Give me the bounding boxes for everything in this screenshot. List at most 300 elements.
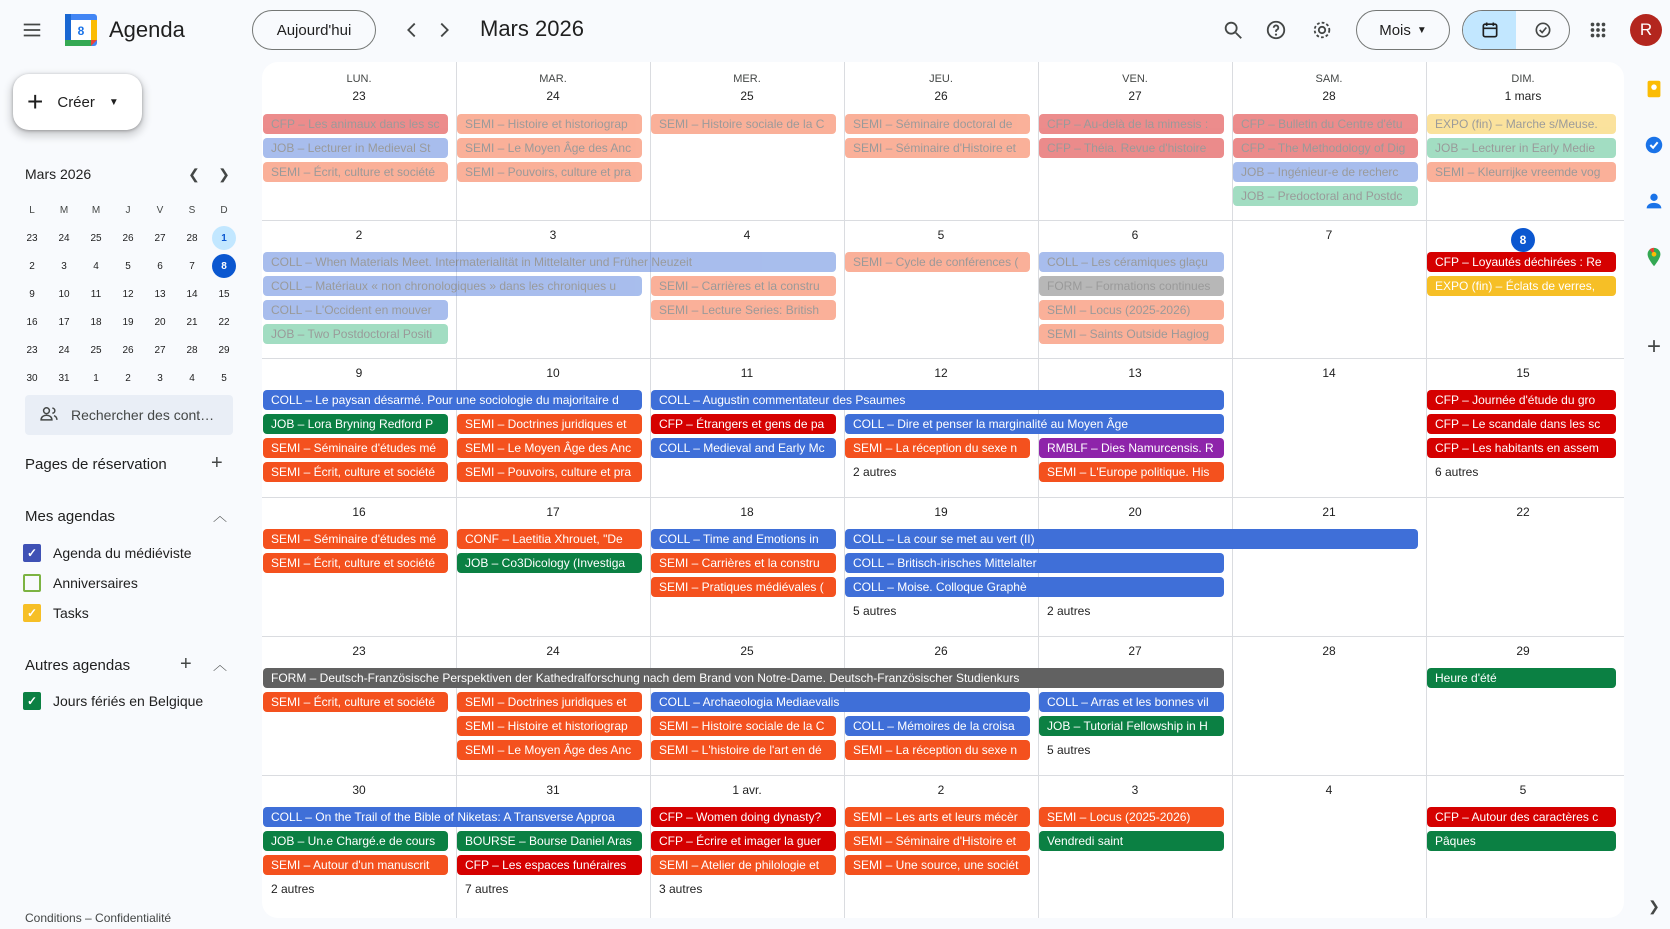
- event-chip[interactable]: SEMI – Lecture Series: British: [651, 300, 836, 320]
- weekday-header: VEN.: [1122, 73, 1148, 85]
- mini-weekday: J: [125, 204, 131, 216]
- mini-day-number: 18: [90, 316, 102, 328]
- mini-day-number: 5: [125, 260, 131, 272]
- mini-day[interactable]: [208, 336, 240, 364]
- help-icon[interactable]: [1256, 10, 1296, 50]
- mini-day-number: 5: [221, 372, 227, 384]
- weekday-header: MAR.: [539, 73, 567, 85]
- mini-weekday: D: [220, 204, 228, 216]
- event-chip[interactable]: CFP – Les espaces funéraires: [457, 855, 642, 875]
- checkbox-icon[interactable]: ✓: [23, 544, 41, 562]
- day-number[interactable]: [650, 505, 844, 519]
- mini-day[interactable]: [16, 224, 48, 252]
- event-chip[interactable]: JOB – Tutorial Fellowship in H: [1039, 716, 1224, 736]
- mini-day[interactable]: [144, 252, 176, 280]
- day-number-text: 29: [1516, 644, 1530, 658]
- mini-day[interactable]: [80, 224, 112, 252]
- mini-day-number: 28: [186, 232, 198, 244]
- event-chip[interactable]: FORM – Formations continues: [1039, 276, 1224, 296]
- mini-day-number: 26: [122, 344, 134, 356]
- event-chip[interactable]: CFP – Les animaux dans les sc: [263, 114, 448, 134]
- event-chip[interactable]: CFP – Écrire et imager la guer: [651, 831, 836, 851]
- mini-calendar-grid: [16, 196, 240, 392]
- event-chip[interactable]: SEMI – Séminaire d'Histoire et: [845, 138, 1030, 158]
- event-chip[interactable]: SEMI – Autour d'un manuscrit: [263, 855, 448, 875]
- app-logo: [65, 14, 97, 46]
- avatar[interactable]: R: [1630, 14, 1662, 46]
- view-select-label: Mois: [1379, 21, 1411, 39]
- event-chip[interactable]: SEMI – Doctrines juridiques et: [457, 414, 642, 434]
- day-number[interactable]: [1038, 644, 1232, 658]
- day-number-text: 11: [740, 366, 754, 380]
- event-chip[interactable]: COLL – Archaeologia Mediaevalis: [651, 692, 1030, 712]
- event-chip[interactable]: CFP – Théia. Revue d'histoire: [1039, 138, 1224, 158]
- add-addon-icon[interactable]: +: [1646, 333, 1661, 360]
- event-chip[interactable]: SEMI – La réception du sexe n: [845, 740, 1030, 760]
- event-chip[interactable]: JOB – Un.e Chargé.e de cours: [263, 831, 448, 851]
- event-chip[interactable]: COLL – Le paysan désarmé. Pour une sociologie du majoritaire d: [263, 390, 642, 410]
- apps-grid-icon[interactable]: [1578, 10, 1618, 50]
- checkbox-icon[interactable]: ✓: [23, 692, 41, 710]
- event-chip[interactable]: Heure d'été: [1427, 668, 1616, 688]
- day-number[interactable]: [262, 505, 456, 519]
- day-number[interactable]: [650, 366, 844, 380]
- event-chip[interactable]: COLL – Dire et penser la marginalité au Moyen Âge: [845, 414, 1224, 434]
- more-events-link[interactable]: 2 autres: [271, 882, 315, 896]
- event-chip[interactable]: COLL – Medieval and Early Mc: [651, 438, 836, 458]
- event-chip[interactable]: JOB – Lora Bryning Redford P: [263, 414, 448, 434]
- mini-day[interactable]: [112, 252, 144, 280]
- weekday-header: JEU.: [929, 73, 953, 85]
- mini-day[interactable]: [48, 224, 80, 252]
- day-number-text: 8: [1511, 228, 1535, 252]
- event-chip[interactable]: COLL – Augustin commentateur des Psaumes: [651, 390, 1224, 410]
- app-name: Agenda: [109, 17, 185, 42]
- mini-day[interactable]: [16, 252, 48, 280]
- mini-day[interactable]: [144, 364, 176, 392]
- day-number[interactable]: [262, 366, 456, 380]
- event-chip[interactable]: EXPO (fin) – Marche s/Meuse.: [1427, 114, 1616, 134]
- event-chip[interactable]: SEMI – Doctrines juridiques et: [457, 692, 642, 712]
- event-chip[interactable]: CFP – Journée d'étude du gro: [1427, 390, 1616, 410]
- day-number[interactable]: [844, 783, 1038, 797]
- calendar-item-label: Tasks: [53, 605, 89, 621]
- day-number[interactable]: [1232, 644, 1426, 658]
- mini-day[interactable]: [48, 364, 80, 392]
- day-number[interactable]: [650, 228, 844, 242]
- day-number[interactable]: [650, 89, 844, 103]
- day-number[interactable]: [844, 644, 1038, 658]
- top-bar: [0, 0, 1670, 60]
- day-number-text: 26: [934, 644, 948, 658]
- event-chip[interactable]: CFP – Au-delà de la mimesis :: [1039, 114, 1224, 134]
- day-number[interactable]: [1426, 783, 1620, 797]
- day-number[interactable]: [1426, 89, 1620, 103]
- event-chip[interactable]: SEMI – Une source, une sociét: [845, 855, 1030, 875]
- day-number[interactable]: [1038, 505, 1232, 519]
- row-divider: [262, 358, 1624, 359]
- day-number[interactable]: [1038, 366, 1232, 380]
- mini-day-number: 28: [186, 344, 198, 356]
- event-chip[interactable]: SEMI – Séminaire d'Histoire et: [845, 831, 1030, 851]
- checkbox-icon[interactable]: [23, 574, 41, 592]
- more-events-link[interactable]: 6 autres: [1435, 465, 1479, 479]
- event-chip[interactable]: COLL – Les céramiques glaçu: [1039, 252, 1224, 272]
- day-number[interactable]: [456, 366, 650, 380]
- event-chip[interactable]: JOB – Co3Dicology (Investiga: [457, 553, 642, 573]
- mini-day-number: 25: [90, 232, 102, 244]
- mini-day[interactable]: [144, 280, 176, 308]
- calendar-item-label: Anniversaires: [53, 575, 138, 591]
- event-chip[interactable]: COLL – Moise. Colloque Graphè: [845, 577, 1224, 597]
- day-number[interactable]: [844, 366, 1038, 380]
- day-number-text: 30: [352, 783, 366, 797]
- day-number-text: 10: [546, 366, 560, 380]
- mini-day[interactable]: [208, 224, 240, 252]
- event-chip[interactable]: JOB – Predoctoral and Postdc: [1233, 186, 1418, 206]
- more-events-link[interactable]: 5 autres: [853, 604, 897, 618]
- event-chip[interactable]: Vendredi saint: [1039, 831, 1224, 851]
- people-search[interactable]: [25, 395, 233, 435]
- event-chip[interactable]: SEMI – Pouvoirs, culture et pra: [457, 162, 642, 182]
- mini-day[interactable]: [112, 308, 144, 336]
- mini-day-number: 31: [58, 372, 70, 384]
- day-number-text: 12: [934, 366, 948, 380]
- my-calendars-title[interactable]: Mes agendas: [25, 508, 116, 525]
- event-chip[interactable]: SEMI – Séminaire d'études mé: [263, 438, 448, 458]
- calendar-item[interactable]: [23, 568, 138, 598]
- event-chip[interactable]: SEMI – Le Moyen Âge des Anc: [457, 740, 642, 760]
- event-chip[interactable]: SEMI – Pratiques médiévales (: [651, 577, 836, 597]
- mini-day-number: 2: [125, 372, 131, 384]
- mini-calendar-title: Mars 2026: [25, 166, 92, 182]
- day-number-text: 7: [1325, 228, 1333, 242]
- day-number[interactable]: [262, 783, 456, 797]
- mini-day[interactable]: [80, 252, 112, 280]
- main-menu-icon[interactable]: [12, 10, 52, 50]
- calendar-item[interactable]: [23, 686, 203, 716]
- mini-day-number: 11: [90, 288, 102, 300]
- day-number[interactable]: [456, 644, 650, 658]
- people-search-placeholder: Rechercher des cont…: [71, 407, 215, 423]
- event-chip[interactable]: COLL – Britisch-irisches Mittelalter: [845, 553, 1224, 573]
- mini-day[interactable]: [176, 364, 208, 392]
- event-chip[interactable]: SEMI – L'Europe politique. His: [1039, 462, 1224, 482]
- more-events-link[interactable]: 5 autres: [1047, 743, 1091, 757]
- day-number[interactable]: [1232, 366, 1426, 380]
- event-chip[interactable]: SEMI – Cycle de conférences (: [845, 252, 1030, 272]
- day-number-text: 23: [352, 89, 366, 103]
- row-divider: [262, 497, 1624, 498]
- calendar-item[interactable]: [23, 538, 192, 568]
- event-chip[interactable]: SEMI – Histoire et historiograp: [457, 716, 642, 736]
- event-chip[interactable]: BOURSE – Bourse Daniel Aras: [457, 831, 642, 851]
- event-chip[interactable]: SEMI – Les arts et leurs mécèr: [845, 807, 1030, 827]
- day-number-text: 31: [546, 783, 560, 797]
- day-number[interactable]: [844, 228, 1038, 242]
- event-chip[interactable]: SEMI – Locus (2025-2026): [1039, 300, 1224, 320]
- mini-day-number: 19: [122, 316, 134, 328]
- weekday-header: LUN.: [346, 73, 372, 85]
- expand-panel-icon[interactable]: ❯: [1648, 897, 1660, 914]
- other-calendars-title[interactable]: Autres agendas: [25, 657, 131, 674]
- mini-day-number: 17: [58, 316, 70, 328]
- event-chip[interactable]: SEMI – Saints Outside Hagiog: [1039, 324, 1224, 344]
- view-toggle: [1462, 10, 1570, 50]
- event-chip[interactable]: SEMI – Histoire et historiograp: [457, 114, 642, 134]
- caret-down-icon: ▼: [108, 96, 119, 108]
- event-chip[interactable]: EXPO (fin) – Éclats de verres,: [1427, 276, 1616, 296]
- event-chip[interactable]: SEMI – Écrit, culture et société: [263, 553, 448, 573]
- event-chip[interactable]: COLL – Arras et les bonnes vil: [1039, 692, 1224, 712]
- mini-day[interactable]: [144, 336, 176, 364]
- event-chip[interactable]: CFP – Le scandale dans les sc: [1427, 414, 1616, 434]
- mini-day[interactable]: [16, 336, 48, 364]
- mini-day-number: 3: [157, 372, 163, 384]
- event-chip[interactable]: SEMI – Carrières et la constru: [651, 553, 836, 573]
- mini-day[interactable]: [144, 224, 176, 252]
- event-chip[interactable]: SEMI – Le Moyen Âge des Anc: [457, 138, 642, 158]
- calendar-view-icon[interactable]: [1463, 11, 1516, 49]
- event-chip[interactable]: COLL – Mémoires de la croisa: [845, 716, 1030, 736]
- day-number[interactable]: [1232, 783, 1426, 797]
- mini-day[interactable]: [48, 252, 80, 280]
- mini-prev-icon[interactable]: ❮: [188, 165, 200, 182]
- tasks-icon[interactable]: [1638, 129, 1670, 161]
- tasks-view-icon[interactable]: [1516, 11, 1569, 49]
- event-chip[interactable]: SEMI – Histoire sociale de la C: [651, 114, 836, 134]
- mini-day[interactable]: [80, 336, 112, 364]
- event-chip[interactable]: SEMI – Écrit, culture et société: [263, 692, 448, 712]
- mini-day[interactable]: [112, 280, 144, 308]
- day-number-text: 25: [740, 89, 754, 103]
- day-number-text: 9: [355, 366, 363, 380]
- event-chip[interactable]: SEMI – Écrit, culture et société: [263, 462, 448, 482]
- more-events-link[interactable]: 2 autres: [853, 465, 897, 479]
- mini-weekday: L: [29, 204, 35, 216]
- mini-day-number: 29: [218, 344, 230, 356]
- event-chip[interactable]: SEMI – Kleurrijke vreemde vog: [1427, 162, 1616, 182]
- day-number-text: 25: [740, 644, 754, 658]
- mini-day-number: 3: [61, 260, 67, 272]
- day-number[interactable]: [456, 89, 650, 103]
- keep-icon[interactable]: [1638, 73, 1670, 105]
- event-chip[interactable]: RMBLF – Dies Namurcensis. R: [1039, 438, 1224, 458]
- mini-day[interactable]: [208, 364, 240, 392]
- mini-day[interactable]: [112, 364, 144, 392]
- more-events-link[interactable]: 2 autres: [1047, 604, 1091, 618]
- mini-day-number: 22: [218, 316, 230, 328]
- day-number[interactable]: [456, 505, 650, 519]
- event-chip[interactable]: CFP – Loyautés déchirées : Re: [1427, 252, 1616, 272]
- mini-weekday: V: [156, 204, 164, 216]
- day-number[interactable]: [1426, 228, 1620, 252]
- mini-day-number: 27: [154, 344, 166, 356]
- more-events-link[interactable]: 3 autres: [659, 882, 703, 896]
- day-number-text: 28: [1322, 644, 1336, 658]
- day-number[interactable]: [456, 783, 650, 797]
- mini-day-number: 13: [154, 288, 166, 300]
- mini-day[interactable]: [176, 224, 208, 252]
- day-number[interactable]: [844, 505, 1038, 519]
- settings-gear-icon[interactable]: [1302, 10, 1342, 50]
- day-number[interactable]: [262, 89, 456, 103]
- mini-day-number: 1: [212, 226, 236, 250]
- mini-day[interactable]: [112, 336, 144, 364]
- event-chip[interactable]: SEMI – L'histoire de l'art en dé: [651, 740, 836, 760]
- day-number[interactable]: [844, 89, 1038, 103]
- event-chip[interactable]: SEMI – Carrières et la constru: [651, 276, 836, 296]
- day-number-text: 24: [546, 644, 560, 658]
- event-chip[interactable]: SEMI – Pouvoirs, culture et pra: [457, 462, 642, 482]
- create-button[interactable]: [13, 74, 142, 130]
- calendar-item-label: Agenda du médiéviste: [53, 545, 192, 561]
- mini-day[interactable]: [176, 308, 208, 336]
- calendar-item-label: Jours fériés en Belgique: [53, 693, 204, 709]
- event-chip[interactable]: COLL – La cour se met au vert (II): [845, 529, 1418, 549]
- mini-day[interactable]: [144, 308, 176, 336]
- mini-day-number: 24: [58, 344, 70, 356]
- mini-day[interactable]: [208, 252, 240, 280]
- mini-weekday: M: [91, 204, 101, 216]
- contacts-icon[interactable]: [1638, 185, 1670, 217]
- day-number-text: 4: [1325, 783, 1333, 797]
- event-chip[interactable]: JOB – Lecturer in Early Medie: [1427, 138, 1616, 158]
- mini-day[interactable]: [176, 280, 208, 308]
- event-chip[interactable]: SEMI – Le Moyen Âge des Anc: [457, 438, 642, 458]
- event-chip[interactable]: CFP – Women doing dynasty?: [651, 807, 836, 827]
- mini-day-number: 23: [26, 232, 38, 244]
- day-number-text: 27: [1128, 89, 1142, 103]
- day-number[interactable]: [1232, 89, 1426, 103]
- day-number[interactable]: [1232, 505, 1426, 519]
- day-number[interactable]: [1426, 644, 1620, 658]
- day-number[interactable]: [456, 228, 650, 242]
- day-number-text: 15: [1516, 366, 1530, 380]
- day-number[interactable]: [1038, 89, 1232, 103]
- next-month-icon[interactable]: [424, 10, 464, 50]
- event-chip[interactable]: CFP – The Methodology of Dig: [1233, 138, 1418, 158]
- row-divider: [262, 775, 1624, 776]
- mini-day[interactable]: [48, 280, 80, 308]
- day-number[interactable]: [650, 783, 844, 797]
- event-chip[interactable]: CFP – Autour des caractères c: [1427, 807, 1616, 827]
- event-chip[interactable]: COLL – L'Occident en mouver: [263, 300, 448, 320]
- event-chip[interactable]: COLL – Matériaux « non chronologiques » dans les chroniques u: [263, 276, 642, 296]
- day-number[interactable]: [1038, 783, 1232, 797]
- event-chip[interactable]: SEMI – Séminaire d'études mé: [263, 529, 448, 549]
- mini-day-number: 4: [189, 372, 195, 384]
- mini-day[interactable]: [80, 364, 112, 392]
- mini-day-number: 21: [186, 316, 198, 328]
- event-chip[interactable]: CONF – Laetitia Xhrouet, "De: [457, 529, 642, 549]
- event-chip[interactable]: CFP – Bulletin du Centre d'étu: [1233, 114, 1418, 134]
- row-divider: [262, 636, 1624, 637]
- mini-next-icon[interactable]: ❯: [218, 165, 230, 182]
- mini-day[interactable]: [80, 280, 112, 308]
- mini-day-number: 14: [186, 288, 198, 300]
- day-number-text: 6: [1131, 228, 1139, 242]
- event-chip[interactable]: SEMI – Séminaire doctoral de: [845, 114, 1030, 134]
- mini-day[interactable]: [48, 336, 80, 364]
- day-number[interactable]: [1232, 228, 1426, 242]
- event-chip[interactable]: JOB – Two Postdoctoral Positi: [263, 324, 448, 344]
- mini-day[interactable]: [16, 280, 48, 308]
- today-button[interactable]: Aujourd'hui: [252, 10, 376, 50]
- view-select[interactable]: [1356, 10, 1450, 50]
- day-number[interactable]: [262, 228, 456, 242]
- mini-day-number: 8: [212, 254, 236, 278]
- event-chip[interactable]: CFP – Étrangers et gens de pa: [651, 414, 836, 434]
- event-chip[interactable]: JOB – Ingénieur-e de recherc: [1233, 162, 1418, 182]
- search-icon[interactable]: [1213, 10, 1253, 50]
- day-number[interactable]: [1426, 505, 1620, 519]
- event-chip[interactable]: COLL – On the Trail of the Bible of Niketas: A Transverse Approa: [263, 807, 642, 827]
- add-calendar-icon[interactable]: +: [180, 653, 192, 675]
- day-number-text: 23: [352, 644, 366, 658]
- more-events-link[interactable]: 7 autres: [465, 882, 509, 896]
- mini-day-number: 7: [189, 260, 195, 272]
- mini-day-number: 16: [26, 316, 38, 328]
- mini-day-number: 15: [218, 288, 230, 300]
- weekday-header: MER.: [733, 73, 761, 85]
- mini-day[interactable]: [176, 252, 208, 280]
- day-number[interactable]: [1038, 228, 1232, 242]
- collapse-icon[interactable]: ︿: [213, 657, 227, 673]
- mini-day-number: 20: [154, 316, 166, 328]
- checkbox-icon[interactable]: ✓: [23, 604, 41, 622]
- event-chip[interactable]: Pâques: [1427, 831, 1616, 851]
- collapse-icon[interactable]: ︿: [213, 508, 227, 524]
- weekday-header: DIM.: [1511, 73, 1535, 85]
- people-icon: [39, 404, 59, 427]
- event-chip[interactable]: JOB – Lecturer in Medieval St: [263, 138, 448, 158]
- event-chip[interactable]: SEMI – La réception du sexe n: [845, 438, 1030, 458]
- mini-day[interactable]: [176, 336, 208, 364]
- footer-links[interactable]: Conditions – Confidentialité: [25, 911, 172, 925]
- calendar-item[interactable]: [23, 598, 89, 628]
- day-number-text: 24: [546, 89, 560, 103]
- mini-day[interactable]: [112, 224, 144, 252]
- add-booking-icon[interactable]: +: [211, 452, 223, 474]
- mini-day[interactable]: [80, 308, 112, 336]
- event-chip[interactable]: SEMI – Histoire sociale de la C: [651, 716, 836, 736]
- day-number-text: 13: [1128, 366, 1142, 380]
- caret-down-icon: ▼: [1416, 24, 1427, 36]
- mini-weekday: M: [59, 204, 69, 216]
- mini-day[interactable]: [16, 308, 48, 336]
- maps-icon[interactable]: [1638, 241, 1670, 273]
- mini-day[interactable]: [208, 308, 240, 336]
- event-chip[interactable]: SEMI – Locus (2025-2026): [1039, 807, 1224, 827]
- day-number[interactable]: [1426, 366, 1620, 380]
- day-number[interactable]: [262, 644, 456, 658]
- mini-day[interactable]: [48, 308, 80, 336]
- day-number[interactable]: [650, 644, 844, 658]
- mini-day[interactable]: [16, 364, 48, 392]
- event-chip[interactable]: COLL – Time and Emotions in: [651, 529, 836, 549]
- mini-day-number: 2: [29, 260, 35, 272]
- event-chip[interactable]: SEMI – Écrit, culture et société: [263, 162, 448, 182]
- event-chip[interactable]: SEMI – Atelier de philologie et: [651, 855, 836, 875]
- event-chip[interactable]: FORM – Deutsch-Französische Perspektiven der Kathedralforschung nach dem Brand von Notre-Dame. Deutsch-Französischer Studienkurs: [263, 668, 1224, 688]
- day-number-text: 26: [934, 89, 948, 103]
- event-chip[interactable]: CFP – Les habitants en assem: [1427, 438, 1616, 458]
- day-number-text: 5: [1519, 783, 1527, 797]
- mini-day-number: 24: [58, 232, 70, 244]
- mini-day[interactable]: [208, 280, 240, 308]
- event-chip[interactable]: COLL – When Materials Meet. Intermaterialität in Mittelalter und Früher Neuzeit: [263, 252, 836, 272]
